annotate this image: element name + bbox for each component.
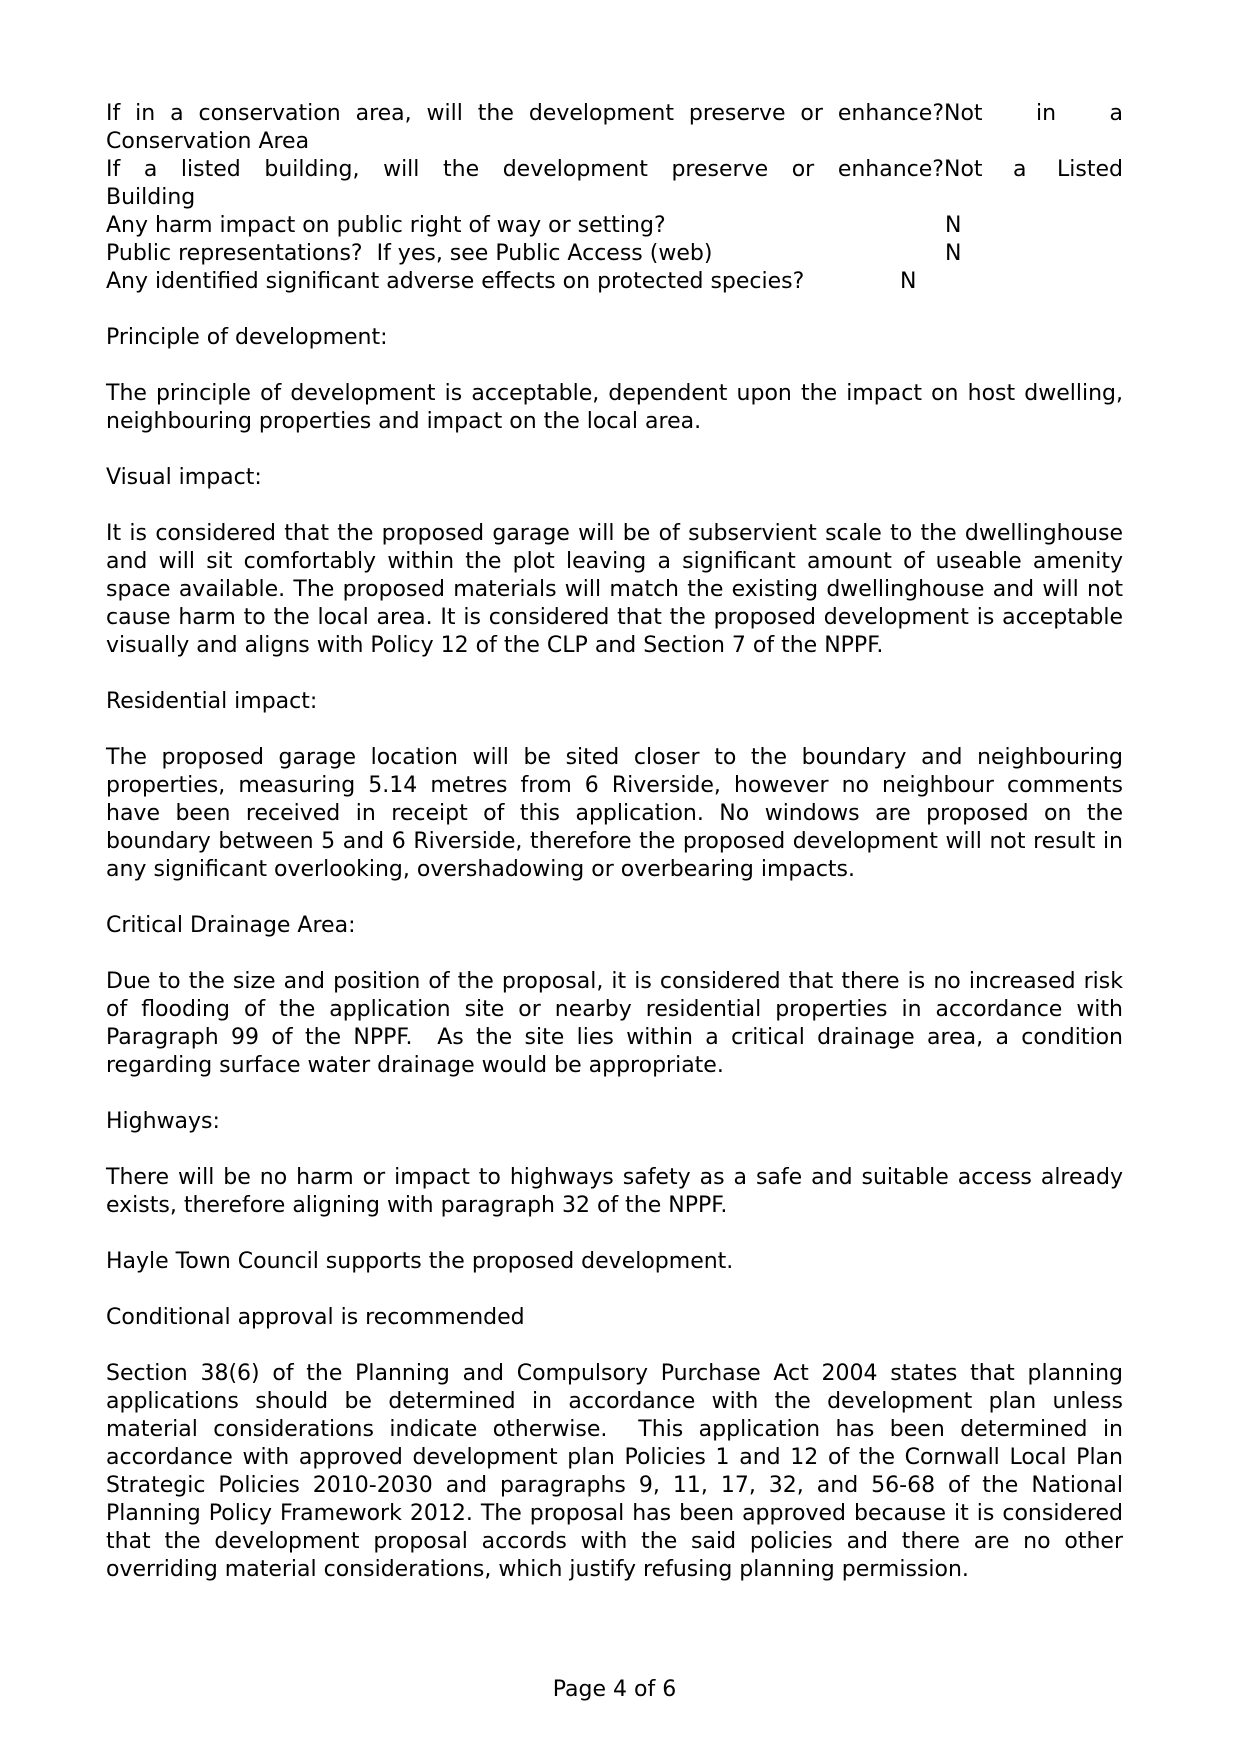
qa-answer: Not a Listed bbox=[944, 157, 1123, 182]
qa-answer: N bbox=[900, 269, 917, 294]
qa-row-right-of-way bbox=[106, 212, 1123, 240]
section-paragraph-principle-of-development: The principle of development is acceptable, dependent upon the impact on host dwelling, neighbouring properties and impact on the local area. bbox=[106, 381, 1130, 434]
qa-question: Public representations? If yes, see Public Access (web) bbox=[106, 241, 713, 266]
section-heading-critical-drainage-area: Critical Drainage Area: bbox=[106, 913, 356, 938]
statement-conditional-approval: Conditional approval is recommended bbox=[106, 1305, 525, 1330]
section-heading-highways: Highways: bbox=[106, 1109, 220, 1134]
section-heading-visual-impact: Visual impact: bbox=[106, 465, 262, 490]
section-paragraph-highways: There will be no harm or impact to highways safety as a safe and suitable access already exists, therefore aligning with paragraph 32 of the NPPF. bbox=[106, 1165, 1130, 1218]
qa-block bbox=[106, 100, 1123, 296]
qa-answer: N bbox=[945, 213, 962, 238]
page-number: Page 4 of 6 bbox=[552, 1677, 677, 1702]
closing-paragraph: Section 38(6) of the Planning and Compulsory Purchase Act 2004 states that planning applications should be determined in accordance with the development plan unless material considerations indicate otherwise. This application has been determined in accordance with approved development plan Policies 1 and 12 of the Cornwall Local Plan Strategic Policies 2010-2030 and paragraphs 9, 11, 17, 32, and 56-68 of the National Planning Policy Framework 2012. The proposal has been approved because it is considered that the development proposal accords with the said policies and there are no other overriding material considerations, which justify refusing planning permission. bbox=[106, 1361, 1130, 1582]
qa-row-listed-building bbox=[106, 156, 1123, 184]
qa-question: Any harm impact on public right of way or setting? bbox=[106, 213, 666, 238]
qa-answer-continued: Conservation Area bbox=[106, 129, 310, 154]
qa-answer: Not in a bbox=[944, 101, 1123, 126]
qa-question: If in a conservation area, will the development preserve or enhance? bbox=[106, 101, 944, 126]
statement-town-council-support: Hayle Town Council supports the proposed development. bbox=[106, 1249, 734, 1274]
section-paragraph-residential-impact: The proposed garage location will be sited closer to the boundary and neighbouring properties, measuring 5.14 metres from 6 Riverside, however no neighbour comments have been received in receipt of this application. No windows are proposed on the boundary between 5 and 6 Riverside, therefore the proposed development will not result in any significant overlooking, overshadowing or overbearing impacts. bbox=[106, 745, 1130, 882]
qa-row-protected-species bbox=[106, 268, 1123, 296]
section-paragraph-visual-impact: It is considered that the proposed garage will be of subservient scale to the dwellinghouse and will sit comfortably within the plot leaving a significant amount of useable amenity space available. The proposed materials will match the existing dwellinghouse and will not cause harm to the local area. It is considered that the proposed development is acceptable visually and aligns with Policy 12 of the CLP and Section 7 of the NPPF. bbox=[106, 521, 1130, 658]
qa-row-public-representations bbox=[106, 240, 1123, 268]
qa-row-conservation-area bbox=[106, 100, 1123, 128]
qa-answer-continued: Building bbox=[106, 185, 196, 210]
section-heading-residential-impact: Residential impact: bbox=[106, 689, 318, 714]
qa-question: If a listed building, will the development preserve or enhance? bbox=[106, 157, 944, 182]
section-heading-principle-of-development: Principle of development: bbox=[106, 325, 388, 350]
document-content bbox=[106, 100, 1130, 1612]
section-paragraph-critical-drainage-area: Due to the size and position of the proposal, it is considered that there is no increased risk of flooding of the application site or nearby residential properties in accordance with Paragraph 99 of the NPPF. As the site lies within a critical drainage area, a condition regarding surface water drainage would be appropriate. bbox=[106, 969, 1130, 1078]
page-footer bbox=[106, 1676, 1123, 1704]
qa-question: Any identified significant adverse effects on protected species? bbox=[106, 269, 805, 294]
qa-answer: N bbox=[945, 241, 962, 266]
